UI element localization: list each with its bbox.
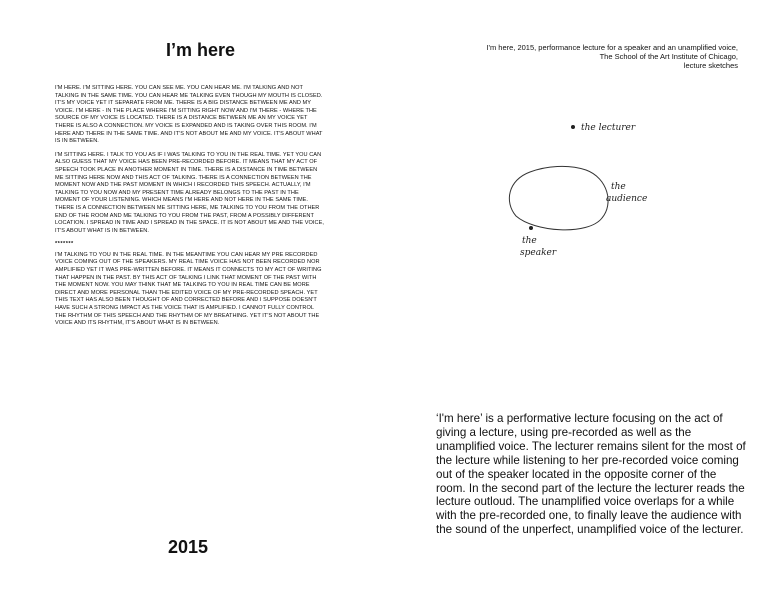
lecture-paragraph-3: I'M TALKING TO YOU IN THE REAL TIME. IN THE MEANTIME YOU CAN HEAR MY PRE RECORDED VOICE COMING OUT OF THE SPEAKERS. MY REAL TIME VOICE HAS NOT BEEN RECORDED NOR AMPLIFIED YET IT WAS PRE-WRITTEN BEFORE. IT MEANS IT CONNECTS TO MY ACT OF WRITING THAT HAPPEN IN THE PAST. BY THIS ACT OF TALKING I LINK THAT MOMENT OF THE PAST WITH THE MOMENT NOW. YOU MAY THINK THAT ME TALKING TO YOU IN REAL TIME CAN BE MORE DIRECT AND MORE PERSONAL THAN THE EDITED VOICE OF MY PRE-RECORDED SPEACH. YET THIS TEXT HAS ALSO BEEN THOUGHT OF AND CORRECTED BEFORE AND I SUPPOSE DOESN'T HAVE SUCH A STRONG IMPACT AS THE VOICE THAT IS AMPLIFIED. I CANNOT FULLY CONTROL THE RHYTHM OF THIS SPEECH AND THE RHYTHM OF MY BREATHING. YET IT'S NOT ABOUT THE VOICE AND ITS RHYTHM, IT'S ABOUT WHAT IS IN BETWEEN. bbox=[55, 251, 322, 327]
work-caption bbox=[438, 43, 738, 70]
caption-line-1: I'm here, 2015, performance lecture for a speaker and an unamplified voice, bbox=[486, 43, 738, 52]
speaker-dot bbox=[529, 226, 533, 230]
caption-line-2: The School of the Art Institute of Chicago, bbox=[599, 52, 738, 61]
year-label: 2015 bbox=[168, 537, 209, 557]
audience-circle bbox=[509, 166, 608, 229]
description bbox=[436, 412, 746, 537]
speaker-label-1: the bbox=[522, 236, 537, 246]
lecture-text bbox=[55, 85, 325, 334]
speaker-label-2: speaker bbox=[520, 248, 557, 258]
page-title: I’m here bbox=[166, 40, 236, 60]
description-text: ‘I'm here’ is a performative lecture focusing on the act of giving a lecture, using pre-recorded as well as the unamplified voice. The lecturer remains silent for the most of the lecture while listening to her pre-recorded voice coming out of the speaker located in the opposite corner of the room. In the second part of the lecture the lecturer reads the lecture outloud. The unamplified voice overlaps for a while with the pre-recorded one, to finally leave the audience with the sound of the unperfect, unamplified voice of the lecturer. bbox=[436, 412, 746, 537]
lecture-separator: ******* bbox=[55, 241, 74, 248]
audience-label-1: the bbox=[611, 182, 626, 192]
lecture-sketch bbox=[490, 110, 720, 270]
caption-line-3: lecture sketches bbox=[683, 61, 738, 70]
lecturer-label: the lecturer bbox=[581, 123, 636, 133]
lecture-paragraph-1: I'M HERE. I'M SITTING HERE. YOU CAN SEE ME. YOU CAN HEAR ME. I'M TALKING AND NOT TALKING IN THE SAME TIME. YOU CAN HEAR ME TALKING EVEN THOUGH MY MOUTH IS CLOSED. IT'S MY VOICE YET IT SEPARATE FROM ME. THERE IS A BIG DISTANCE BETWEEN ME AND MY VOICE. I'M HERE - IN THE PLACE WHERE I'M SITTING RIGHT NOW AND I'M THERE - WHERE THE SOURCE OF MY VOICE IS LOCATED. THERE IS A DISTANCE BETWEEN ME AN MY VOICE YET THERE IS ALSO A CONNECTION. MY VOICE IS EXPANDED AND IS TAKING OVER THIS ROOM. I'M HERE AND THERE IN THE SAME TIME. AND IT'S NOT ABOUT ME AND MY VOICE. IT'S ABOUT WHAT IS IN BETWEEN. bbox=[55, 85, 323, 145]
audience-label-2: audience bbox=[606, 194, 648, 204]
lecturer-dot bbox=[571, 125, 575, 129]
lecture-paragraph-2: I'M SITTING HERE. I TALK TO YOU AS IF I WAS TALKING TO YOU IN THE REAL TIME. YET YOU CAN ALSO GUESS THAT MY VOICE HAS BEEN PRE-RECORDED BEFORE. IT MEANS THAT MY ACT OF SPEECH TOOK PLACE IN ANOTHER MOMENT IN TIME. THERE IS A DISTANCE IN TIME BETWEEN ME SITTING HERE NOW AND THIS ACT OF TALKING. THERE IS A CONNECTION BETWEEN THE MOMENT NOW AND THE PAST MOMENT IN WHICH I RECORDED THIS SPEECH. ACTUALLY, I'M TALKING TO YOU NOW AND MY PRESENT TIME ALREADY BELONGS TO THE PAST IN THE MOMENT OF YOUR LISTENING. WHICH MEANS I'M HERE AND NOT HERE IN THE SAME TIME. THERE IS A CONNECTION BETWEEN ME SITTING HERE, ME TALKING TO YOU FROM THE OTHER END OF THE ROOM AND ME TALKING TO YOU FROM THE PAST, FROM A POSSIBLY DIFFERENT LOCATION. I SPREAD IN TIME AND I SPREAD IN THE SPACE. IT IS NOT ABOUT ME AND THE VOICE, IT'S ABOUT WHAT IS IN BETWEEN. bbox=[55, 151, 324, 234]
